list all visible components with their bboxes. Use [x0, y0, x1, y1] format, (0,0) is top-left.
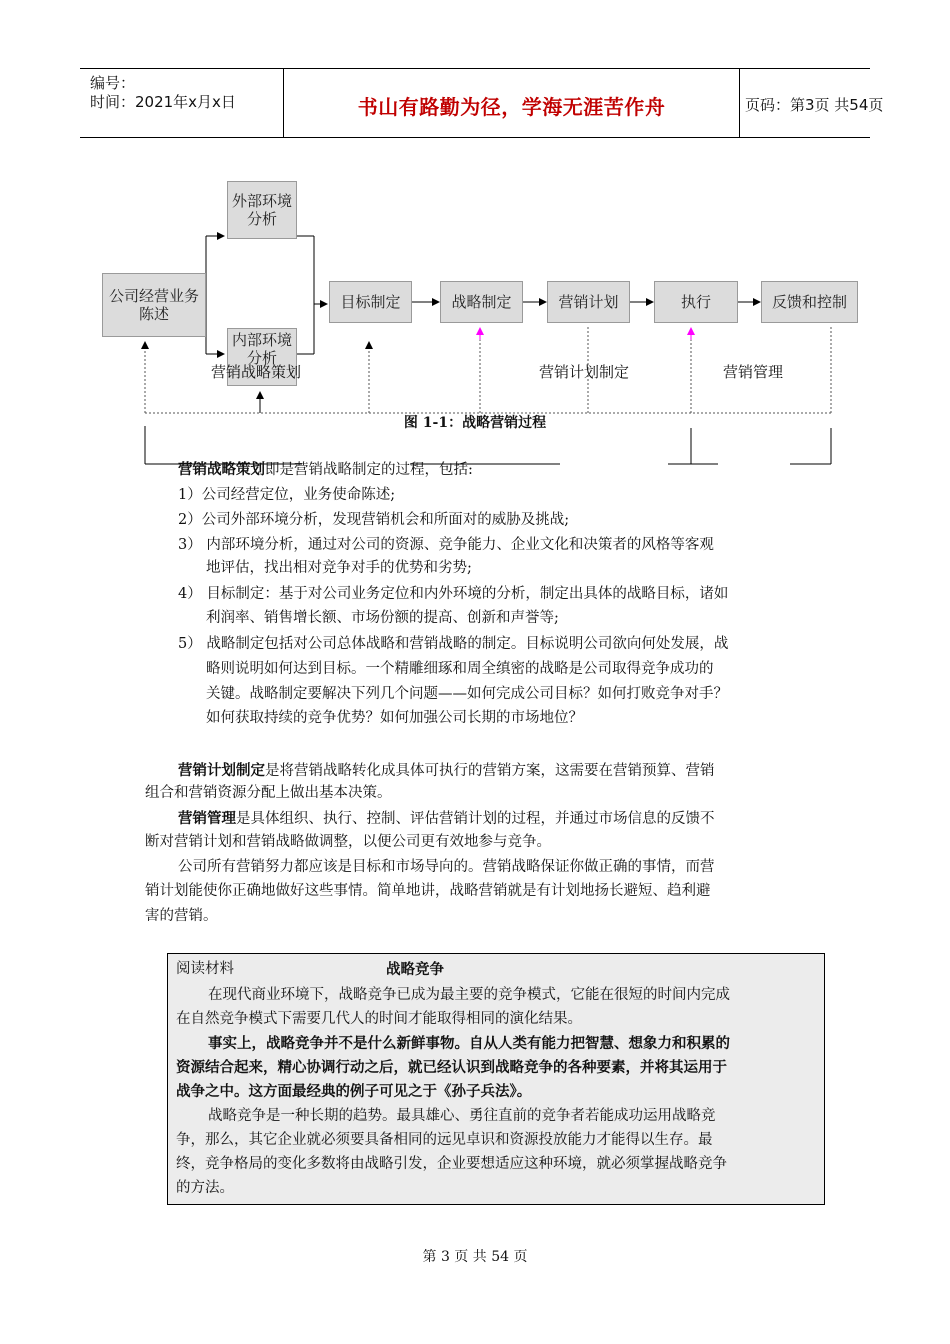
header-page-code: 页码：第3页 共54页	[745, 96, 884, 114]
doc-code-label: 编号：	[90, 74, 136, 92]
box-feedback-control: 反馈和控制	[761, 281, 858, 323]
reading-material-box	[167, 953, 825, 1205]
box-strategy-making: 战略制定	[440, 281, 523, 323]
process-diagram-lines	[0, 0, 950, 480]
list-item-cont: 地评估，找出相对竞争对手的优势和劣势;	[206, 560, 472, 576]
box-company-business: 公司经营业务陈述	[102, 273, 206, 337]
figure-caption: 图 1-1：战略营销过程	[403, 415, 547, 431]
doc-date-label: 时间：2021年x月x日	[90, 93, 236, 111]
paragraph-line: 断对营销计划和营销战略做调整，以便公司更有效地参与竞争。	[145, 834, 551, 850]
list-item-cont: 关键。战略制定要解决下列几个问题——如何完成公司目标？如何打败竞争对手？	[206, 686, 728, 702]
paragraph-line: 销计划能使你正确地做好这些事情。简单地讲，战略营销就是有计划地扬长避短、趋利避	[145, 883, 711, 899]
paragraph-line: 公司所有营销努力都应该是目标和市场导向的。营销战略保证你做正确的事情，而营	[178, 859, 715, 875]
list-item: 1）公司经营定位，业务使命陈述;	[178, 487, 396, 503]
paragraph-management	[178, 807, 715, 831]
reading-line: 在现代商业环境下，战略竞争已成为最主要的竞争模式，它能在很短的时间内完成	[208, 987, 730, 1003]
paragraph-line: 组合和营销资源分配上做出基本决策。	[145, 785, 392, 801]
label-marketing-management: 营销管理	[723, 363, 784, 381]
reading-line-bold: 资源结合起来，精心协调行动之后，就已经认识到战略竞争的各种要素，并将其运用于	[176, 1059, 727, 1076]
intro-text: 即是营销战略制定的过程，包括:	[265, 462, 473, 478]
term-plan-making: 营销计划制定	[178, 762, 265, 779]
management-text: 是具体组织、执行、控制、评估营销计划的过程，并通过市场信息的反馈不	[236, 811, 715, 827]
plan-making-text: 是将营销战略转化成具体可执行的营销方案，这需要在营销预算、营销	[265, 763, 715, 779]
list-item: 4） 目标制定：基于对公司业务定位和内外环境的分析，制定出具体的战略目标，诸如	[178, 586, 729, 602]
term-management: 营销管理	[178, 810, 236, 827]
reading-line: 在自然竞争模式下需要几代人的时间才能取得相同的演化结果。	[176, 1011, 582, 1027]
list-item-cont: 利润率、销售增长额、市场份额的提高、创新和声誉等;	[206, 610, 559, 626]
reading-line: 战略竞争是一种长期的趋势。最具雄心、勇往直前的竞争者若能成功运用战略竞	[208, 1108, 716, 1124]
box-external-analysis: 外部环境分析	[227, 181, 297, 239]
list-item-cont: 如何获取持续的竞争优势？如何加强公司长期的市场地位？	[206, 710, 583, 726]
paragraph-plan-making	[178, 759, 715, 783]
reading-line-bold: 战争之中。这方面最经典的例子可见之于《孙子兵法》。	[176, 1083, 532, 1100]
reading-line: 的方法。	[176, 1180, 234, 1196]
intro-paragraph	[178, 458, 473, 482]
reading-line: 争，那么，其它企业就必须要具备相同的远见卓识和资源投放能力才能得以生存。最	[176, 1132, 713, 1148]
box-goal-setting: 目标制定	[329, 281, 412, 323]
label-strategy-planning: 营销战略策划	[211, 363, 302, 381]
box-execution: 执行	[654, 281, 738, 323]
box-marketing-plan: 营销计划	[547, 281, 630, 323]
label-plan-making: 营销计划制定	[539, 363, 630, 381]
page-footer: 第 3 页 共 54 页	[422, 1249, 528, 1265]
reading-line: 终，竞争格局的变化多数将由战略引发，企业要想适应这种环境，就必须掌握战略竞争	[176, 1156, 727, 1172]
reading-label: 阅读材料	[176, 961, 234, 977]
reading-title: 战略竞争	[386, 961, 444, 978]
list-item: 3） 内部环境分析，通过对公司的资源、竞争能力、企业文化和决策者的风格等客观	[178, 537, 714, 553]
list-item: 2）公司外部环境分析，发现营销机会和所面对的威胁及挑战;	[178, 512, 570, 528]
box-internal-analysis: 内部环境分析	[227, 328, 297, 386]
list-item-cont: 略则说明如何达到目标。一个精雕细琢和周全缜密的战略是公司取得竞争成功的	[206, 661, 714, 677]
list-item: 5） 战略制定包括对公司总体战略和营销战略的制定。目标说明公司欲向何处发展，战	[178, 636, 729, 652]
reading-line-bold: 事实上，战略竞争并不是什么新鲜事物。自从人类有能力把智慧、想象力和积累的	[208, 1035, 730, 1052]
paragraph-line: 害的营销。	[145, 908, 218, 924]
header-motto: 书山有路勤为径，学海无涯苦作舟	[357, 95, 666, 119]
term-strategy-planning: 营销战略策划	[178, 461, 265, 478]
